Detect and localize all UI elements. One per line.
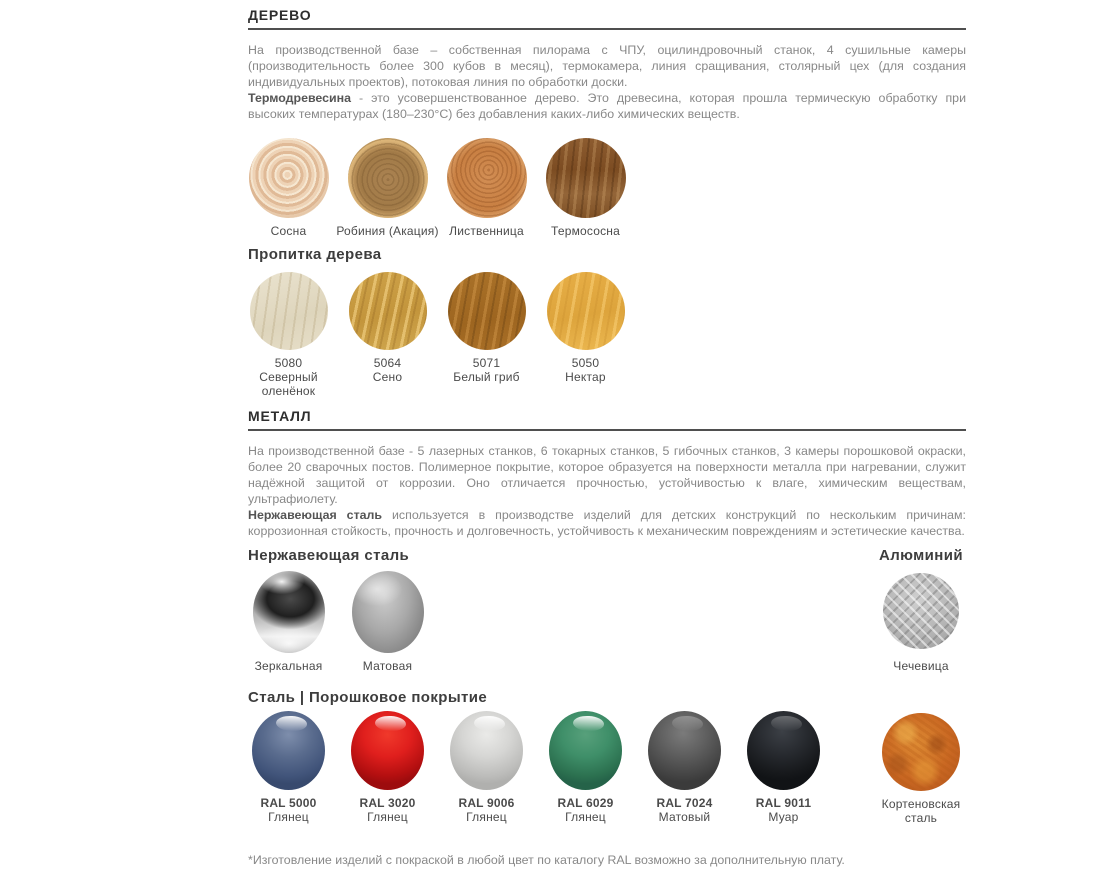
wood-species-pine xyxy=(239,138,338,238)
powder-coating-row xyxy=(239,711,966,825)
larch-label: Лиственница xyxy=(449,224,524,238)
impregnation-5080 xyxy=(239,272,338,398)
wood-section xyxy=(248,7,966,398)
stainless-matte xyxy=(338,571,437,673)
wood-section-divider xyxy=(248,28,966,30)
stainless-title: Нержавеющая сталь xyxy=(248,547,410,564)
impregnation-row xyxy=(239,272,966,398)
matte-steel-ball xyxy=(352,571,424,653)
powder-corten xyxy=(876,711,966,825)
page-content xyxy=(248,7,966,867)
ral-finish: Глянец xyxy=(466,810,507,824)
ral-5000-ball xyxy=(252,711,325,790)
ral-6029-ball xyxy=(549,711,622,790)
gloss-highlight xyxy=(375,715,406,732)
ral-9006-ball xyxy=(450,711,523,790)
mirror-steel-ball xyxy=(253,571,325,653)
impregnation-title: Пропитка дерева xyxy=(248,246,382,263)
thermowood-description: - это усовершенствованное дерево. Это древесина, которая прошла термическую обработку при высоких температурах (180–230°С) без добавления каких-либо химических веществ. xyxy=(248,91,966,121)
ral-code: RAL 6029 xyxy=(557,796,614,810)
ral-6029-label xyxy=(557,796,613,824)
powder-ral5000 xyxy=(239,711,338,825)
aluminum-title: Алюминий xyxy=(879,547,963,564)
tint-5050-swatch xyxy=(547,272,625,350)
mirror-label: Зеркальная xyxy=(254,659,323,673)
tint-5064-swatch xyxy=(349,272,427,350)
thermopine-label: Термососна xyxy=(550,224,621,238)
impregnation-5064 xyxy=(338,272,437,398)
matte-label: Матовая xyxy=(362,659,413,673)
thermopine-wood-swatch xyxy=(546,138,626,218)
powder-ral9006 xyxy=(437,711,536,825)
ral-3020-ball xyxy=(351,711,424,790)
ral-code: RAL 9006 xyxy=(458,796,515,810)
robinia-label: Робиния (Акация) xyxy=(336,224,439,238)
ral-7024-ball xyxy=(648,711,721,790)
pine-wood-swatch xyxy=(249,138,329,218)
larch-wood-swatch xyxy=(447,138,527,218)
ral-finish: Глянец xyxy=(367,810,408,824)
stainless-group xyxy=(248,547,437,673)
ral-finish: Муар xyxy=(768,810,799,824)
pine-label: Сосна xyxy=(270,224,307,238)
ral-3020-label xyxy=(359,796,415,824)
corten-label xyxy=(877,797,965,825)
aluminum-group xyxy=(876,547,966,673)
powder-coating-title: Сталь | Порошковое покрытие xyxy=(248,689,488,706)
ral-code: RAL 9011 xyxy=(755,796,812,810)
gloss-highlight xyxy=(474,715,505,732)
wood-species-row xyxy=(239,138,966,238)
robinia-wood-swatch xyxy=(348,138,428,218)
aluminum-checker-swatch xyxy=(883,573,959,649)
tint-code: 5050 xyxy=(571,356,600,370)
ral-finish: Глянец xyxy=(268,810,309,824)
wood-intro-paragraph xyxy=(248,42,966,122)
corten-name: Кортеновская сталь xyxy=(881,797,961,825)
powder-ral7024 xyxy=(635,711,734,825)
gloss-highlight xyxy=(672,715,703,732)
metal-intro-paragraph xyxy=(248,443,966,539)
corten-steel-swatch xyxy=(882,713,960,791)
tint-5071-label xyxy=(453,356,519,384)
gloss-highlight xyxy=(276,715,307,732)
impregnation-5071 xyxy=(437,272,536,398)
ral-code: RAL 5000 xyxy=(260,796,317,810)
powder-ral3020 xyxy=(338,711,437,825)
tint-5080-label xyxy=(245,356,333,398)
gloss-highlight xyxy=(771,715,802,732)
tint-code: 5071 xyxy=(472,356,501,370)
wood-species-thermopine xyxy=(536,138,635,238)
stainless-term: Нержавеющая сталь xyxy=(248,508,383,522)
gloss-highlight xyxy=(573,715,604,732)
metal-intro-text: На производственной базе - 5 лазерных станков, 6 токарных станков, 5 гибочных станков, 3 камеры порошковой окраски, более 20 сварочных постов. Полимерное покрытие, которое образуется на поверхности металла при нагревании, служит надёжной защитой от коррозии. Оно отличается прочностью, устойчивостью к влаге, химическим веществам, ультрафиолету. xyxy=(248,444,966,506)
tint-5050-label xyxy=(565,356,606,384)
tint-name: Сено xyxy=(372,370,403,384)
wood-species-larch xyxy=(437,138,536,238)
stainless-mirror xyxy=(239,571,338,673)
ral-finish: Матовый xyxy=(658,810,711,824)
powder-ral9011 xyxy=(734,711,833,825)
wood-intro-text: На производственной базе – собственная пилорама с ЧПУ, оцилиндровочный станок, 4 сушильные камеры (производительность более 300 кубов в месяц), термокамера, линия сращивания, столярный цех (для создания индивидуальных проектов), потоковая линия по обработки доски. xyxy=(248,43,966,89)
ral-code: RAL 7024 xyxy=(656,796,713,810)
ral-9011-ball xyxy=(747,711,820,790)
tint-5080-swatch xyxy=(250,272,328,350)
stainless-swatch-row xyxy=(239,571,437,673)
tint-code: 5080 xyxy=(274,356,303,370)
stainless-description: используется в производстве изделий для детских конструкций по нескольким причинам: коррозионная стойкость, прочность и долговечность, устойчивость к механическим повреждениям и эстетические качества. xyxy=(248,508,966,538)
metal-section-title: МЕТАЛЛ xyxy=(248,408,312,424)
metal-section-divider xyxy=(248,429,966,431)
ral-7024-label xyxy=(656,796,712,824)
tint-code: 5064 xyxy=(373,356,402,370)
aluminum-checker-label: Чечевица xyxy=(893,659,949,673)
ral-9006-label xyxy=(458,796,514,824)
stainless-aluminum-row xyxy=(248,547,966,673)
ral-footnote: *Изготовление изделий с покраской в любой цвет по каталогу RAL возможно за дополнительную плату. xyxy=(248,853,845,867)
tint-5071-swatch xyxy=(448,272,526,350)
metal-section xyxy=(248,408,966,867)
tint-name: Белый гриб xyxy=(453,370,520,384)
ral-5000-label xyxy=(260,796,316,824)
ral-finish: Глянец xyxy=(565,810,606,824)
ral-9011-label xyxy=(756,796,811,824)
impregnation-5050 xyxy=(536,272,635,398)
thermowood-term: Термодревесина xyxy=(248,91,352,105)
tint-name: Нектар xyxy=(565,370,606,384)
tint-name: Северный оленёнок xyxy=(259,370,318,398)
ral-code: RAL 3020 xyxy=(359,796,416,810)
powder-ral6029 xyxy=(536,711,635,825)
tint-5064-label xyxy=(373,356,402,384)
wood-section-title: ДЕРЕВО xyxy=(248,7,312,23)
wood-species-robinia xyxy=(338,138,437,238)
